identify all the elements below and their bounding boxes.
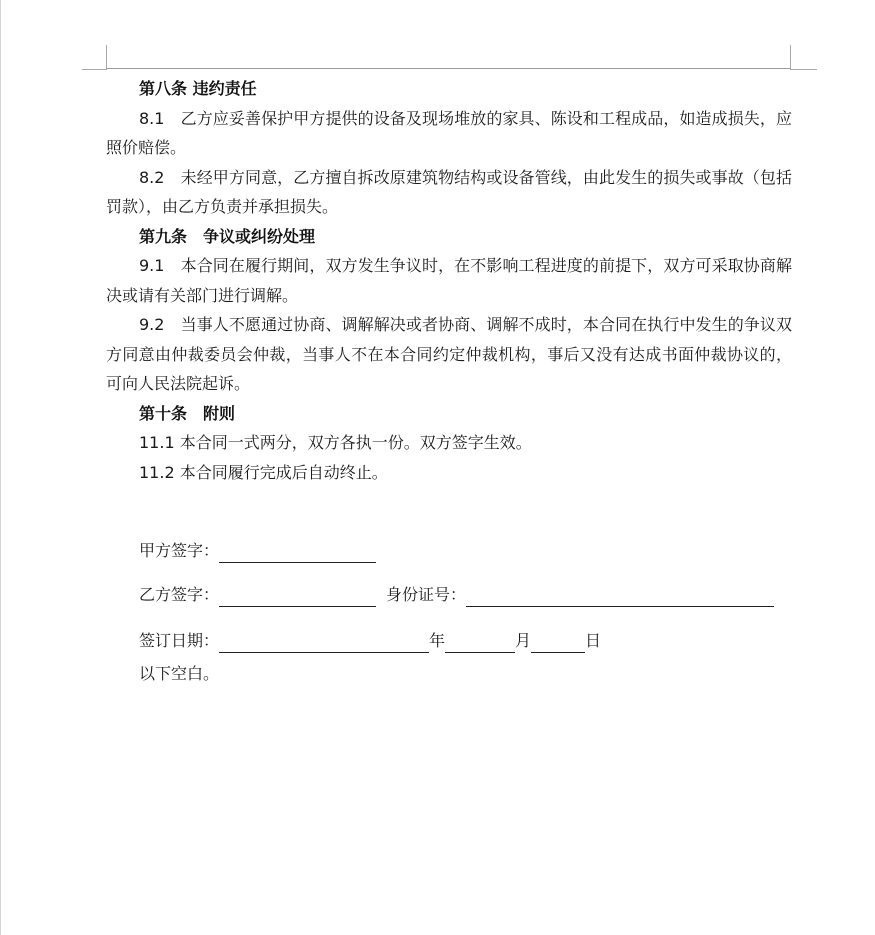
- clause-11-2: 11.2 本合同履行完成后自动终止。: [139, 462, 388, 482]
- clause-11-1: 11.1 本合同一式两分，双方各执一份。双方签字生效。: [139, 433, 532, 452]
- margin-mark-top-left-vertical: [106, 45, 107, 69]
- clause-9-1: 9.1 本合同在履行期间，双方发生争议时，在不影响工程进度的前提下，双方可采取协商解决或请有关部门进行调解。: [106, 256, 792, 305]
- party-a-signature-label: 甲方签字：: [139, 540, 220, 560]
- article-9-heading: [106, 222, 792, 252]
- page-left-edge: [0, 0, 1, 935]
- year-label: 年: [429, 630, 446, 650]
- article-10-heading: [106, 399, 792, 429]
- party-a-signature-line[interactable]: [219, 540, 376, 563]
- article-9-number: 第九条: [139, 226, 188, 246]
- month-line[interactable]: [445, 630, 515, 653]
- blank-below-note: 以下空白。: [139, 664, 220, 683]
- margin-mark-top-right-horizontal: [790, 69, 817, 70]
- sign-date-row: [106, 609, 792, 655]
- top-margin-line: [106, 68, 791, 69]
- party-b-signature-line[interactable]: [219, 584, 376, 607]
- margin-mark-top-right-vertical: [790, 45, 791, 69]
- article-8-number: 第八条: [139, 79, 188, 98]
- party-a-signature-row: [106, 519, 792, 565]
- month-label: 月: [515, 630, 532, 650]
- margin-mark-top-left-horizontal: [82, 69, 107, 70]
- document-body: [106, 74, 792, 689]
- clause-9-2: 9.2 当事人不愿通过协商、调解解决或者协商、调解不成时，本合同在执行中发生的争议双方同意由仲裁委员会仲裁，当事人不在本合同约定仲裁机构，事后又没有达成书面仲裁协议的，可向人民法院起诉。: [106, 315, 792, 393]
- id-number-line[interactable]: [466, 584, 774, 607]
- sign-date-label: 签订日期：: [139, 630, 220, 650]
- day-label: 日: [585, 630, 602, 650]
- article-8-heading: [106, 74, 792, 104]
- party-b-signature-row: [106, 565, 792, 609]
- article-8-title: 违约责任: [192, 79, 257, 98]
- sign-date-line[interactable]: [219, 630, 429, 653]
- clause-8-1: 8.1 乙方应妥善保护甲方提供的设备及现场堆放的家具、陈设和工程成品，如造成损失，应照价赔偿。: [106, 108, 792, 157]
- article-9-title: 争议或纠纷处理: [203, 226, 316, 246]
- article-10-number: 第十条: [139, 403, 188, 423]
- party-b-signature-label: 乙方签字：: [139, 584, 220, 604]
- day-line[interactable]: [531, 630, 585, 653]
- clause-8-2: 8.2 未经甲方同意，乙方擅自拆改原建筑物结构或设备管线，由此发生的损失或事故（包括罚款），由乙方负责并承担损失。: [106, 167, 792, 216]
- article-10-title: 附则: [203, 403, 236, 423]
- id-number-label: 身份证号：: [386, 584, 467, 604]
